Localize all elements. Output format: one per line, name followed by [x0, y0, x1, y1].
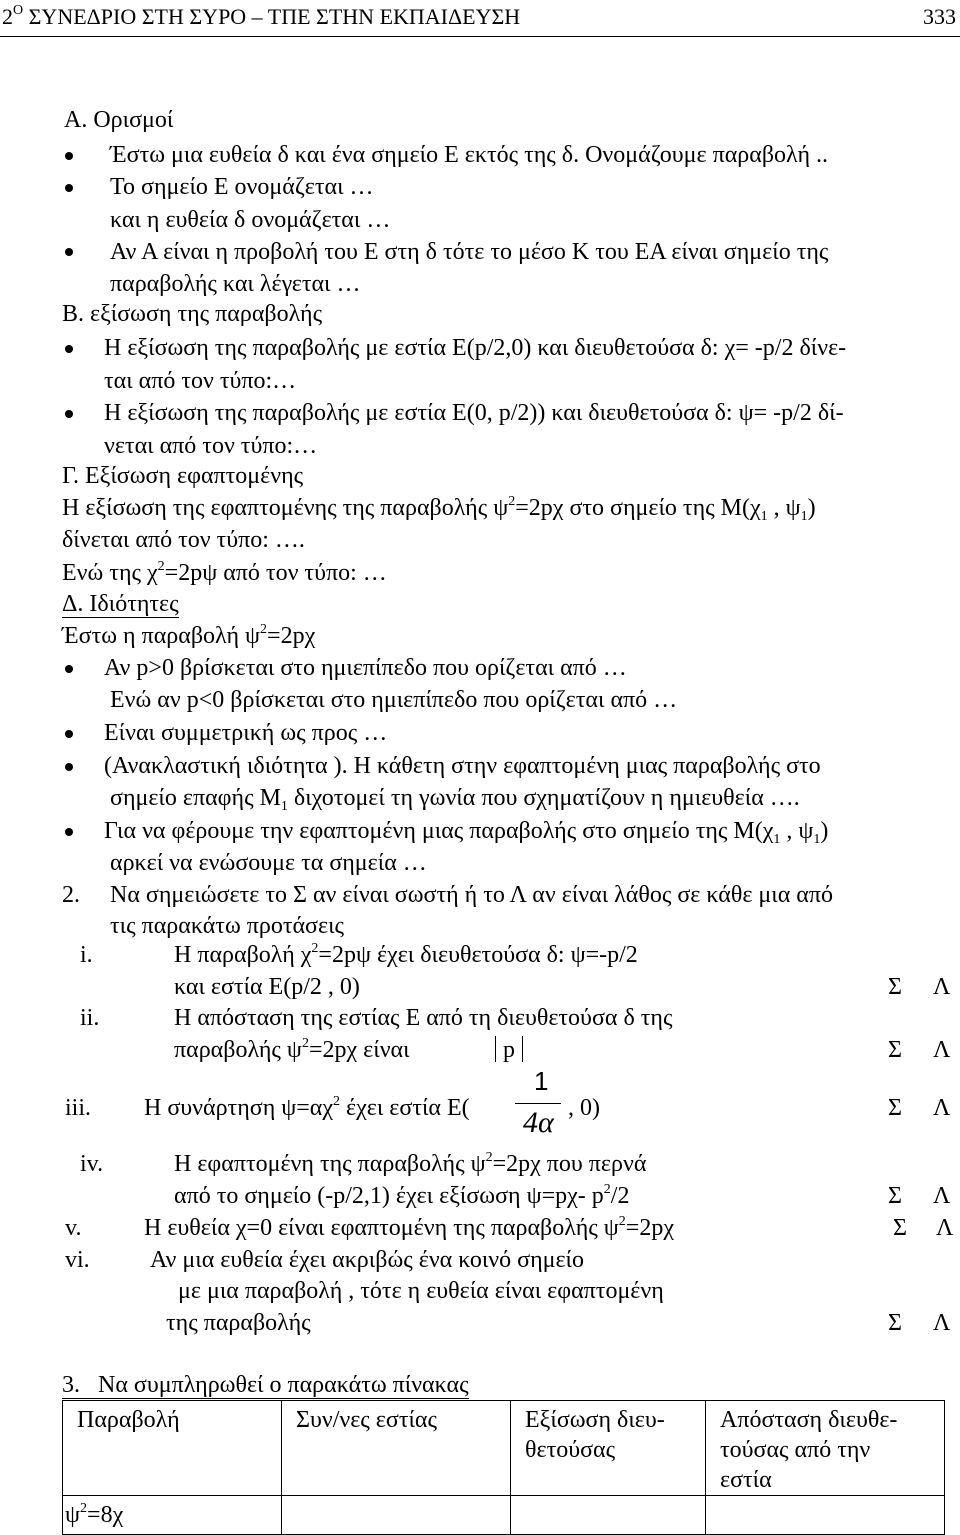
- q2-iii-statement-end: , 0): [568, 1095, 600, 1121]
- q2-vi-number: vi.: [65, 1247, 90, 1273]
- table-row: [63, 1496, 945, 1535]
- fraction-denominator: 4α: [523, 1106, 554, 1139]
- q2-iv-statement: Η εφαπτομένη της παραβολής $\psi^2=2p\chi$ που περνά: [174, 1150, 647, 1177]
- q2-ii-statement-cont: παραβολής $\psi^2=2p\chi$ είναι: [174, 1036, 410, 1063]
- section-d-intro: Έστω η παραβολή $\psi^2=2p\chi$: [62, 622, 316, 649]
- fraction-numerator: 1: [534, 1066, 549, 1096]
- bullet-icon: [65, 248, 73, 256]
- table-cell[interactable]: [706, 1496, 945, 1535]
- section-b-item-1: Η εξίσωση της παραβολής με εστία Ε(p/2,0) και διευθετούσα δ: χ= -p/2 δίνε-: [104, 335, 847, 361]
- table-header-cell: Συν/νες εστίας: [282, 1401, 511, 1496]
- section-d-item-1: Αν p>0 βρίσκεται στο ημιεπίπεδο που ορίζεται από …: [104, 655, 627, 681]
- section-a-item-2: Το σημείο Ε ονομάζεται …: [110, 174, 374, 200]
- table-header-cell: Απόσταση διευθε- τούσας από την εστία: [706, 1401, 945, 1496]
- section-b-item-1-cont: ται από τον τύπο:…: [104, 368, 297, 394]
- section-c-heading: Γ. Εξίσωση εφαπτομένης: [62, 463, 304, 489]
- section-a-item-3-cont: παραβολής και λέγεται …: [110, 271, 361, 297]
- section-a-item-1: Έστω μια ευθεία δ και ένα σημείο Ε εκτός της δ. Ονομάζουμε παραβολή ..: [110, 142, 829, 168]
- q2-iii-statement: Η συνάρτηση $\psi=\alpha\chi^2$ έχει εστία Ε(: [144, 1094, 470, 1121]
- q2-v-false-option[interactable]: Λ: [936, 1215, 954, 1241]
- parabola-table: [62, 1400, 945, 1535]
- table-header-cell: Παραβολή: [63, 1401, 282, 1496]
- bullet-icon: [65, 410, 73, 418]
- q2-iv-false-option[interactable]: Λ: [933, 1183, 951, 1209]
- q2-iii-number: iii.: [65, 1095, 92, 1121]
- section-d-item-3: (Ανακλαστική ιδιότητα ). Η κάθετη στην εφαπτομένη μιας παραβολής στο: [104, 753, 821, 779]
- page-number: 333: [923, 4, 956, 29]
- q2-text-cont: τις παρακάτω προτάσεις: [110, 913, 345, 939]
- table-cell[interactable]: [282, 1496, 511, 1535]
- q2-iii-true-option[interactable]: Σ: [888, 1095, 902, 1121]
- section-a-item-3: Αν Α είναι η προβολή του Ε στη δ τότε το μέσο Κ του ΕΑ είναι σημείο της: [110, 239, 829, 265]
- absolute-value-bar-left: [495, 1036, 496, 1062]
- q2-i-number: i.: [80, 942, 93, 968]
- q2-vi-statement-cont-2: της παραβολής: [166, 1310, 311, 1336]
- q2-v-statement: Η ευθεία χ=0 είναι εφαπτομένη της παραβολής $\psi^2=2p\chi$: [144, 1214, 674, 1241]
- running-header: $2^O$ ΣΥΝΕΔΡΙΟ ΣΤΗ ΣΥΡΟ – ΤΠΕ ΣΤΗΝ ΕΚΠΑΙΔΕΥΣΗ: [2, 3, 521, 29]
- q2-iii-false-option[interactable]: Λ: [933, 1095, 951, 1121]
- q2-i-statement: Η παραβολή $\chi^2=2p\psi$ έχει διευθετούσα δ: ψ=-p/2: [174, 941, 638, 968]
- bullet-icon: [65, 665, 73, 673]
- bullet-icon: [65, 152, 73, 160]
- q2-i-false-option[interactable]: Λ: [933, 974, 951, 1000]
- bullet-icon: [65, 763, 73, 771]
- fraction-bar: [515, 1103, 561, 1104]
- bullet-icon: [65, 828, 73, 836]
- section-a-item-2-cont: και η ευθεία δ ονομάζεται …: [110, 207, 391, 233]
- q2-number: 2.: [62, 882, 80, 908]
- q2-ii-statement: Η απόσταση της εστίας Ε από τη διευθετούσα δ της: [174, 1005, 673, 1031]
- q2-text: Να σημειώσετε το Σ αν είναι σωστή ή το Λ αν είναι λάθος σε κάθε μια από: [110, 882, 833, 908]
- section-b-item-2: Η εξίσωση της παραβολής με εστία Ε(0, p/2)) και διευθετούσα δ: ψ= -p/2 δί-: [104, 400, 844, 426]
- section-d-item-3-cont: σημείο επαφής $M_1$ διχοτομεί τη γωνία που σχηματίζουν η ημιευθεία ….: [110, 785, 800, 814]
- q2-iv-statement-cont: από το σημείο (-p/2,1) έχει εξίσωση ψ=pχ- $p^2/2$: [174, 1182, 630, 1209]
- section-c-line-2: δίνεται από τον τύπο: ….: [62, 527, 305, 553]
- section-d-item-2: Είναι συμμετρική ως προς …: [104, 720, 388, 746]
- section-d-item-1-cont: Ενώ αν p<0 βρίσκεται στο ημιεπίπεδο που ορίζεται από …: [110, 687, 678, 713]
- q2-i-true-option[interactable]: Σ: [888, 974, 902, 1000]
- section-d-heading: Δ. Ιδιότητες: [62, 591, 179, 617]
- q2-vi-true-option[interactable]: Σ: [888, 1310, 902, 1336]
- section-b-item-2-cont: νεται από τον τύπο:…: [104, 433, 318, 459]
- absolute-value-bar-right: [522, 1036, 523, 1062]
- q2-vi-statement: Αν μια ευθεία έχει ακριβώς ένα κοινό σημείο: [150, 1247, 585, 1273]
- q2-v-number: v.: [65, 1215, 82, 1241]
- q2-i-statement-cont: και εστία Ε(p/2 , 0): [174, 974, 360, 1000]
- table-header-row: [63, 1401, 945, 1496]
- q2-ii-true-option[interactable]: Σ: [888, 1037, 902, 1063]
- q2-vi-statement-cont-1: με μια παραβολή , τότε η ευθεία είναι εφαπτομένη: [178, 1278, 664, 1304]
- bullet-icon: [65, 730, 73, 738]
- table-cell: $\psi^2=8\chi$: [63, 1496, 282, 1535]
- q2-iv-true-option[interactable]: Σ: [888, 1183, 902, 1209]
- bullet-icon: [65, 184, 73, 192]
- section-d-item-4: Για να φέρουμε την εφαπτομένη μιας παραβολής στο σημείο της $M(\chi_1$ , $\psi_1$): [104, 818, 829, 847]
- q2-iv-number: iv.: [80, 1151, 104, 1177]
- q2-ii-abs-p: p: [503, 1037, 515, 1063]
- q2-ii-number: ii.: [80, 1005, 100, 1031]
- table-cell[interactable]: [511, 1496, 706, 1535]
- table-header-cell: Εξίσωση διευ- θετούσας: [511, 1401, 706, 1496]
- q2-vi-false-option[interactable]: Λ: [933, 1310, 951, 1336]
- section-b-heading: Β. εξίσωση της παραβολής: [62, 301, 323, 327]
- section-c-line-1: Η εξίσωση της εφαπτομένης της παραβολής $\psi^2=2p\chi$ στο σημείο της $M(\chi_1$ , $\psi_1$): [62, 494, 816, 524]
- section-d-item-4-cont: αρκεί να ενώσουμε τα σημεία …: [110, 850, 427, 876]
- q2-v-true-option[interactable]: Σ: [893, 1215, 907, 1241]
- bullet-icon: [65, 345, 73, 353]
- section-c-line-3: Ενώ της $\chi^2=2p\psi$ από τον τύπο: …: [62, 559, 387, 586]
- section-a-heading: Α. Ορισμοί: [64, 107, 174, 133]
- q3-heading: 3. Να συμπληρωθεί ο παρακάτω πίνακας: [62, 1372, 469, 1398]
- header-rule: [0, 36, 960, 37]
- q2-ii-false-option[interactable]: Λ: [933, 1037, 951, 1063]
